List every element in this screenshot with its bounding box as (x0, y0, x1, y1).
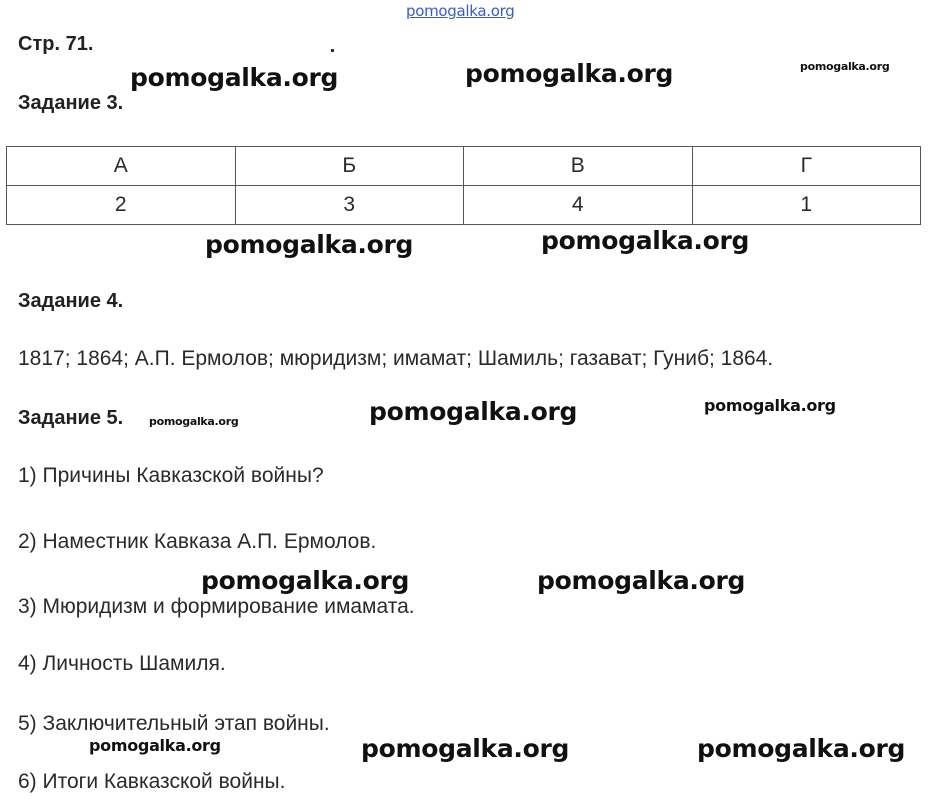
watermark: pomogalka.org (537, 566, 746, 595)
watermark: pomogalka.org (541, 226, 750, 255)
task4-answer: 1817; 1864; А.П. Ермолов; мюридизм; имамат; Шамиль; газават; Гуниб; 1864. (18, 347, 774, 370)
task5-heading: Задание 5. (18, 407, 124, 429)
page-title: Стр. 71. (18, 33, 94, 55)
stray-dot (331, 49, 334, 52)
watermark: pomogalka.org (89, 736, 221, 755)
table-cell: 2 (7, 186, 236, 225)
watermark: pomogalka.org (697, 734, 906, 763)
watermark: pomogalka.org (205, 230, 414, 259)
list-item: 1) Причины Кавказской войны? (18, 464, 324, 487)
list-item: 2) Наместник Кавказа А.П. Ермолов. (18, 530, 377, 553)
table-header-cell: Б (235, 147, 464, 186)
table-cell: 1 (692, 186, 921, 225)
watermark: pomogalka.org (369, 397, 578, 426)
watermark: pomogalka.org (361, 734, 570, 763)
table-header-row (7, 147, 921, 186)
answer-table (6, 146, 921, 225)
watermark: pomogalka.org (130, 63, 339, 92)
list-item: 5) Заключительный этап войны. (18, 712, 330, 735)
watermark: pomogalka.org (800, 60, 890, 73)
watermark: pomogalka.org (201, 566, 410, 595)
task3-heading: Задание 3. (18, 92, 124, 114)
list-item: 4) Личность Шамиля. (18, 652, 226, 675)
table-header-cell: Г (692, 147, 921, 186)
watermark: pomogalka.org (149, 415, 239, 428)
watermark: pomogalka.org (704, 396, 836, 415)
table-header-cell: А (7, 147, 236, 186)
list-item: 6) Итоги Кавказской войны. (18, 770, 286, 793)
table-cell: 4 (464, 186, 693, 225)
table-header-cell: В (464, 147, 693, 186)
task4-heading: Задание 4. (18, 290, 124, 312)
watermark: pomogalka.org (465, 59, 674, 88)
table-row (7, 186, 921, 225)
list-item: 3) Мюридизм и формирование имамата. (18, 595, 415, 618)
watermark-top: pomogalka.org (406, 2, 515, 20)
table-cell: 3 (235, 186, 464, 225)
